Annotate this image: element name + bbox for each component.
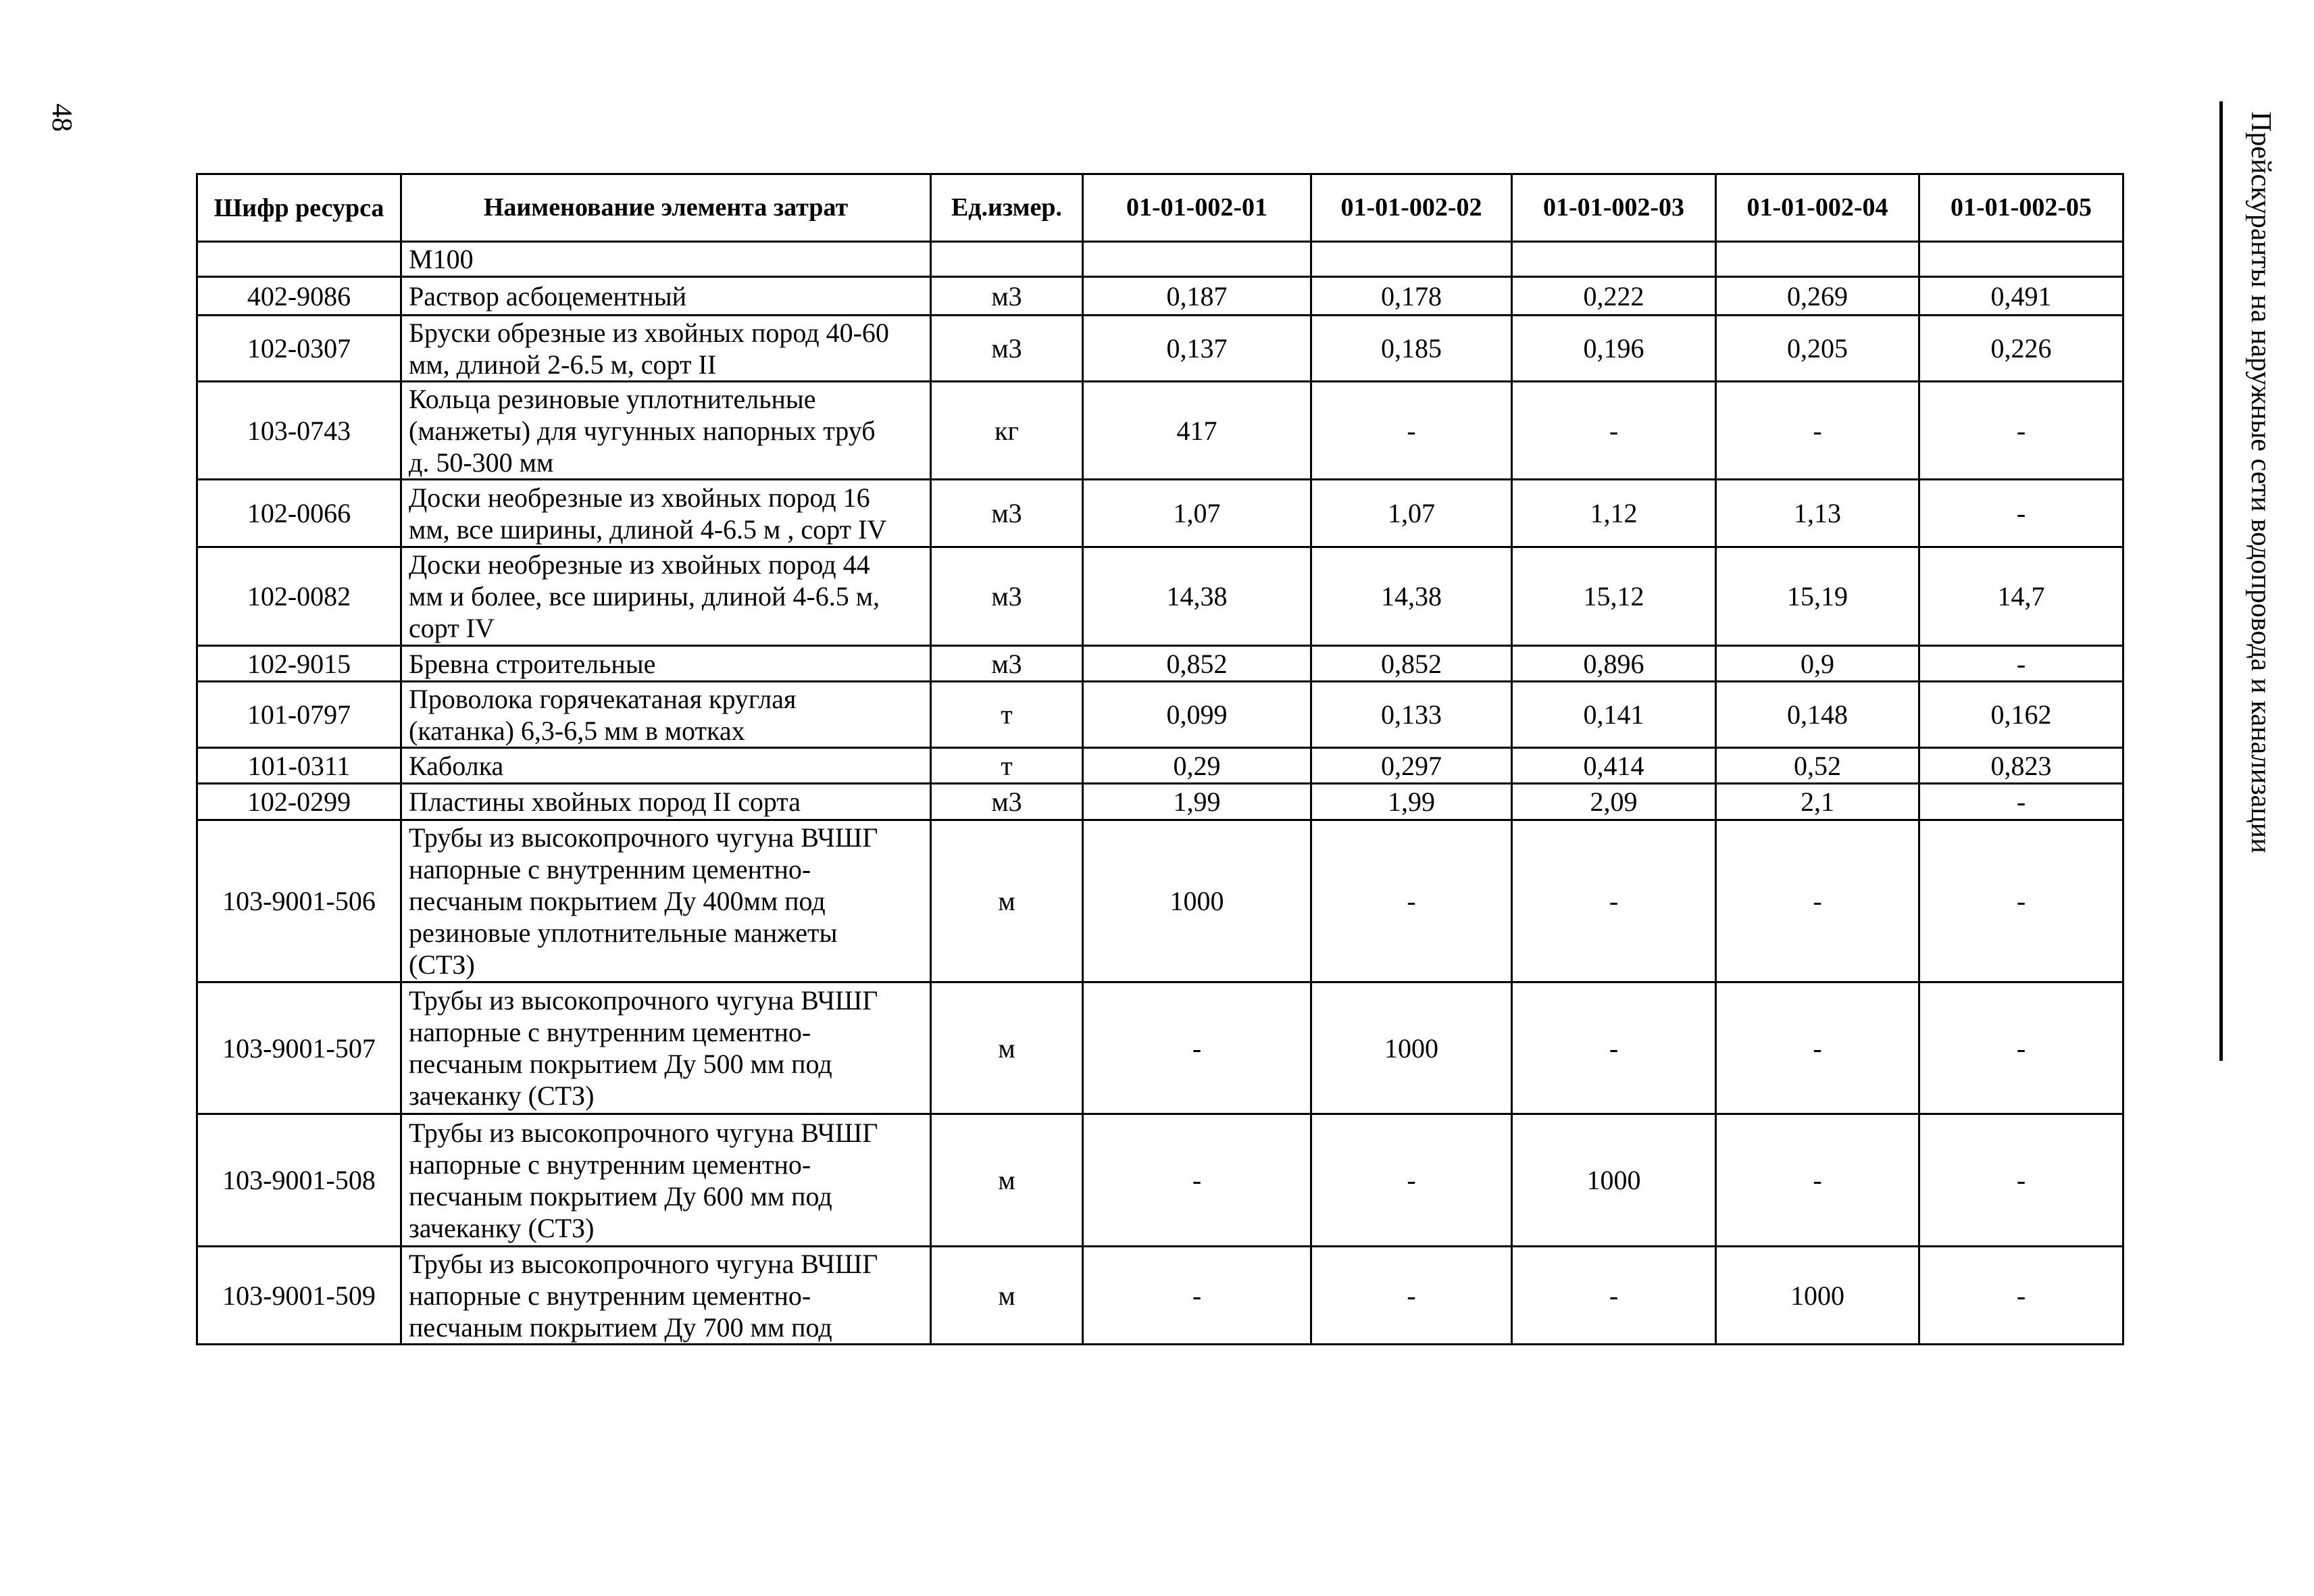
value-col-3: - [1512, 820, 1716, 982]
resource-code: 102-0307 [197, 316, 401, 382]
value-col-5: - [1919, 982, 2123, 1114]
value-col-1 [1083, 242, 1311, 277]
unit: м [931, 982, 1083, 1114]
resource-name-line: Трубы из высокопрочного чугуна ВЧШГ [409, 822, 878, 853]
value-col-5: - [1919, 1114, 2123, 1247]
value-col-4: - [1716, 982, 1919, 1114]
resource-name [401, 277, 931, 316]
value-col-4: 0,205 [1716, 316, 1919, 382]
value-col-4: 0,148 [1716, 682, 1919, 748]
table-row [197, 277, 2123, 316]
resource-name-line: зачеканку (СТЗ) [409, 1212, 595, 1243]
value-col-3: - [1512, 382, 1716, 480]
resource-name-line: напорные с внутренним цементно- [409, 854, 811, 884]
value-col-2: 0,297 [1311, 748, 1512, 784]
value-col-1: 0,099 [1083, 682, 1311, 748]
resource-name [401, 547, 931, 646]
resource-name [401, 820, 931, 982]
value-col-5: - [1919, 820, 2123, 982]
unit: м3 [931, 646, 1083, 682]
value-col-1: 417 [1083, 382, 1311, 480]
resource-name-line: Проволока горячекатаная круглая [409, 683, 797, 714]
unit: м3 [931, 316, 1083, 382]
resource-name-line: напорные с внутренним цементно- [409, 1149, 811, 1180]
value-col-5: 0,823 [1919, 748, 2123, 784]
table-row [197, 382, 2123, 480]
resource-name-line: Раствор асбоцементный [409, 280, 686, 311]
unit: м3 [931, 784, 1083, 820]
value-col-5: - [1919, 382, 2123, 480]
value-col-5: - [1919, 1247, 2123, 1345]
table-header-row [197, 174, 2123, 242]
unit: т [931, 682, 1083, 748]
unit: м3 [931, 277, 1083, 316]
value-col-3: - [1512, 1247, 1716, 1345]
resource-name [401, 316, 931, 382]
resource-name-line: (катанка) 6,3-6,5 мм в мотках [409, 715, 745, 746]
resource-name [401, 982, 931, 1114]
value-col-4: - [1716, 1114, 1919, 1247]
value-col-2: 1000 [1311, 982, 1512, 1114]
value-col-1: - [1083, 1247, 1311, 1345]
resource-name-line: песчаным покрытием Ду 600 мм под [409, 1180, 832, 1212]
value-col-4: 15,19 [1716, 547, 1919, 646]
resource-name-line: напорные с внутренним цементно- [409, 1280, 811, 1311]
value-col-4: 0,9 [1716, 646, 1919, 682]
value-col-4: 0,52 [1716, 748, 1919, 784]
resource-code: 103-0743 [197, 382, 401, 480]
unit: м [931, 1114, 1083, 1247]
header-code: Шифр ресурса [197, 174, 401, 242]
header-col-4: 01-01-002-04 [1716, 174, 1919, 242]
value-col-2 [1311, 242, 1512, 277]
header-unit: Ед.измер. [931, 174, 1083, 242]
table-row [197, 1247, 2123, 1345]
resource-name-line: М100 [409, 244, 474, 274]
value-col-5: 0,162 [1919, 682, 2123, 748]
resource-name-line: сорт IV [409, 613, 495, 643]
resource-code: 102-0299 [197, 784, 401, 820]
page-number: 48 [46, 103, 77, 132]
resource-name-line: резиновые уплотнительные манжеты [409, 918, 838, 948]
value-col-1: 1000 [1083, 820, 1311, 982]
resource-name-line: Трубы из высокопрочного чугуна ВЧШГ [409, 1117, 878, 1148]
resource-name [401, 1114, 931, 1247]
table-row [197, 547, 2123, 646]
value-col-3: 0,141 [1512, 682, 1716, 748]
unit: т [931, 748, 1083, 784]
resource-name-line: песчаным покрытием Ду 700 мм под [409, 1312, 832, 1343]
table-row [197, 1114, 2123, 1247]
resource-name-line: (манжеты) для чугунных напорных труб [409, 415, 876, 446]
unit: м3 [931, 480, 1083, 547]
value-col-2: - [1311, 1247, 1512, 1345]
resource-name-line: (СТЗ) [409, 949, 475, 980]
resource-name-line: Кольца резиновые уплотнительные [409, 383, 816, 414]
resource-name-line: Бруски обрезные из хвойных пород 40-60 [409, 317, 889, 348]
table-row [197, 820, 2123, 982]
value-col-3: 1,12 [1512, 480, 1716, 547]
resource-name [401, 646, 931, 682]
resource-code: 102-0082 [197, 547, 401, 646]
resource-code: 101-0311 [197, 748, 401, 784]
resource-name-line: Доски необрезные из хвойных пород 44 [409, 549, 870, 580]
value-col-3: 2,09 [1512, 784, 1716, 820]
resource-name [401, 682, 931, 748]
value-col-5: - [1919, 646, 2123, 682]
value-col-3: - [1512, 982, 1716, 1114]
resource-code: 101-0797 [197, 682, 401, 748]
value-col-3: 0,414 [1512, 748, 1716, 784]
resource-code: 103-9001-506 [197, 820, 401, 982]
resource-name [401, 748, 931, 784]
value-col-4 [1716, 242, 1919, 277]
resource-name-line: Трубы из высокопрочного чугуна ВЧШГ [409, 1248, 878, 1279]
resource-name-line: мм, все ширины, длиной 4-6.5 м , сорт IV [409, 514, 887, 545]
table-row [197, 316, 2123, 382]
side-title: Прейскуранты на наружные сети водопровода и канализации [2245, 111, 2276, 853]
value-col-4: 0,269 [1716, 277, 1919, 316]
resource-name-line: Пластины хвойных пород II сорта [409, 787, 801, 817]
resource-name [401, 1247, 931, 1345]
value-col-1: - [1083, 982, 1311, 1114]
resource-name [401, 480, 931, 547]
table-row [197, 748, 2123, 784]
resource-code [197, 242, 401, 277]
value-col-4: - [1716, 382, 1919, 480]
resource-code: 103-9001-507 [197, 982, 401, 1114]
table-row [197, 242, 2123, 277]
value-col-1: 0,137 [1083, 316, 1311, 382]
resource-name-line: Бревна строительные [409, 648, 656, 679]
value-col-1: 0,852 [1083, 646, 1311, 682]
resource-name-line: напорные с внутренним цементно- [409, 1017, 811, 1047]
value-col-2: - [1311, 382, 1512, 480]
value-col-4: 1000 [1716, 1247, 1919, 1345]
value-col-5: - [1919, 480, 2123, 547]
value-col-5: 14,7 [1919, 547, 2123, 646]
resource-name [401, 784, 931, 820]
resource-code: 402-9086 [197, 277, 401, 316]
resource-code: 102-0066 [197, 480, 401, 547]
table-row [197, 682, 2123, 748]
value-col-2: 1,99 [1311, 784, 1512, 820]
value-col-3: 0,896 [1512, 646, 1716, 682]
value-col-3 [1512, 242, 1716, 277]
header-col-3: 01-01-002-03 [1512, 174, 1716, 242]
value-col-5: 0,491 [1919, 277, 2123, 316]
header-col-2: 01-01-002-02 [1311, 174, 1512, 242]
value-col-2: - [1311, 820, 1512, 982]
unit: кг [931, 382, 1083, 480]
table-row [197, 982, 2123, 1114]
header-name: Наименование элемента затрат [401, 174, 931, 242]
value-col-5 [1919, 242, 2123, 277]
resource-table [196, 173, 2124, 1345]
table-row [197, 784, 2123, 820]
resource-name-line: Доски необрезные из хвойных пород 16 [409, 482, 870, 513]
resource-name-line: мм, длиной 2-6.5 м, сорт II [409, 349, 717, 380]
value-col-2: 0,185 [1311, 316, 1512, 382]
resource-code: 102-9015 [197, 646, 401, 682]
value-col-2: 0,133 [1311, 682, 1512, 748]
sidebar-divider [2219, 101, 2223, 1061]
resource-code: 103-9001-509 [197, 1247, 401, 1345]
header-col-1: 01-01-002-01 [1083, 174, 1311, 242]
value-col-2: 14,38 [1311, 547, 1512, 646]
value-col-1: - [1083, 1114, 1311, 1247]
value-col-1: 14,38 [1083, 547, 1311, 646]
resource-name-line: зачеканку (СТЗ) [409, 1080, 595, 1111]
resource-name-line: песчаным покрытием Ду 400мм под [409, 886, 826, 916]
value-col-1: 1,07 [1083, 480, 1311, 547]
resource-name-line: песчаным покрытием Ду 500 мм под [409, 1049, 832, 1079]
resource-name-line: Каболка [409, 750, 504, 781]
value-col-3: 0,196 [1512, 316, 1716, 382]
unit [931, 242, 1083, 277]
value-col-1: 0,29 [1083, 748, 1311, 784]
value-col-3: 1000 [1512, 1114, 1716, 1247]
resource-name-line: Трубы из высокопрочного чугуна ВЧШГ [409, 985, 878, 1016]
unit: м3 [931, 547, 1083, 646]
header-col-5: 01-01-002-05 [1919, 174, 2123, 242]
value-col-5: - [1919, 784, 2123, 820]
unit: м [931, 820, 1083, 982]
resource-name-line: д. 50-300 мм [409, 447, 554, 478]
value-col-2: - [1311, 1114, 1512, 1247]
value-col-5: 0,226 [1919, 316, 2123, 382]
value-col-2: 0,178 [1311, 277, 1512, 316]
value-col-3: 0,222 [1512, 277, 1716, 316]
resource-name-line: мм и более, все ширины, длиной 4-6.5 м, [409, 581, 880, 612]
value-col-2: 0,852 [1311, 646, 1512, 682]
table-row [197, 646, 2123, 682]
value-col-4: 2,1 [1716, 784, 1919, 820]
value-col-1: 0,187 [1083, 277, 1311, 316]
value-col-4: 1,13 [1716, 480, 1919, 547]
value-col-1: 1,99 [1083, 784, 1311, 820]
resource-name [401, 242, 931, 277]
value-col-2: 1,07 [1311, 480, 1512, 547]
resource-code: 103-9001-508 [197, 1114, 401, 1247]
value-col-3: 15,12 [1512, 547, 1716, 646]
table-row [197, 480, 2123, 547]
value-col-4: - [1716, 820, 1919, 982]
unit: м [931, 1247, 1083, 1345]
resource-name [401, 382, 931, 480]
